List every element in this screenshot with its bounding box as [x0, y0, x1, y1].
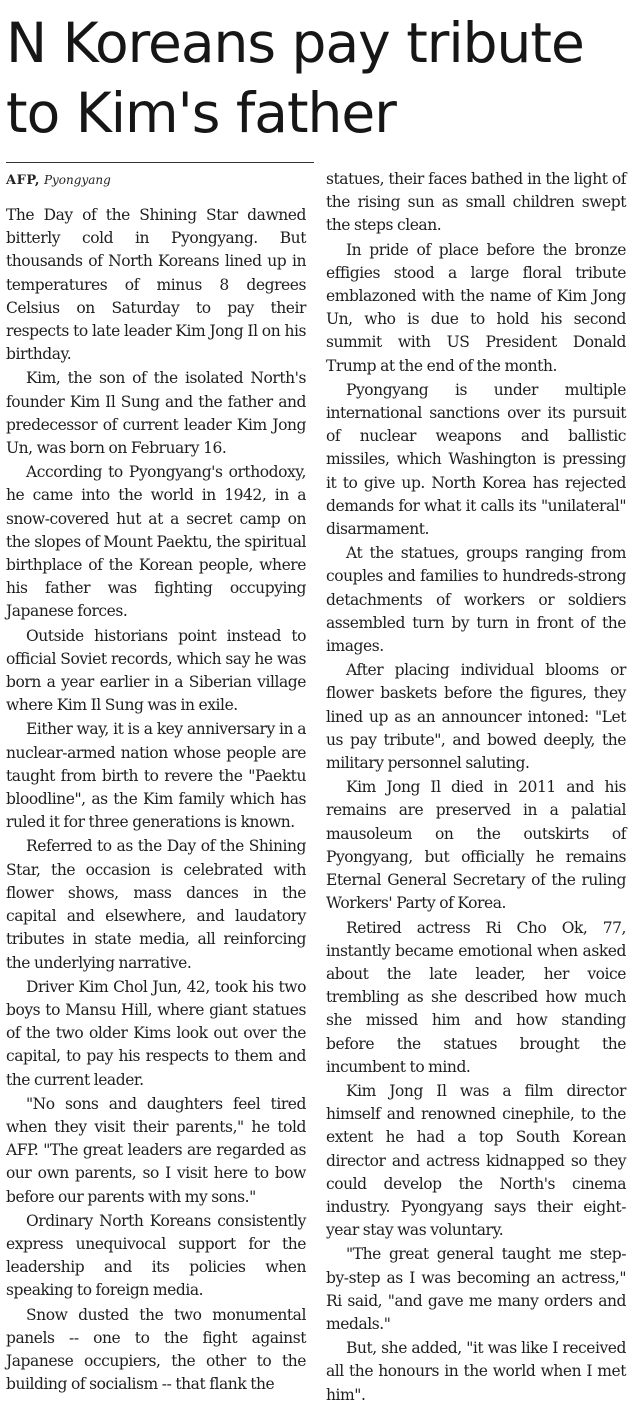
paragraph: Either way, it is a key anniversary in a nuclear-armed nation whose people are taught from birth to revere the "Paektu bloodline", as the Kim family which has ruled it for three generations is known.: [6, 720, 306, 832]
paragraph: According to Pyongyang's orthodoxy, he came into the world in 1942, in a snow-covered hut at a secret camp on the slopes of Mount Paektu, the spiritual birthplace of the Korean people, where his father was fighting occupying Japanese forces.: [6, 463, 306, 621]
paragraph: Ordinary North Koreans consistently express unequivocal support for the leadership and its policies when speaking to foreign media.: [6, 1211, 306, 1300]
paragraph: Retired actress Ri Cho Ok, 77, instantly became emotional when asked about the late leader, her voice trembling as she described how much she missed him and how standing before the statues brought the incumbent to mind.: [326, 918, 626, 1076]
paragraph: Kim Jong Il died in 2011 and his remains are preserved in a palatial mausoleum on the outskirts of Pyongyang, but officially he remains Eternal General Secretary of the ruling Workers' Party of Korea.: [326, 778, 626, 913]
paragraph: Driver Kim Chol Jun, 42, took his two boys to Mansu Hill, where giant statues of the two older Kims look out over the capital, to pay his respects to them and the current leader.: [6, 977, 306, 1089]
paragraph: The Day of the Shining Star dawned bitterly cold in Pyongyang. But thousands of North Koreans lined up in temperatures of minus 8 degrees Celsius on Saturday to pay their respects to late leader Kim Jong Il on his birthday.: [6, 206, 306, 364]
article-column-right: [326, 168, 626, 1404]
paragraph: Outside historians point instead to official Soviet records, which say he was born a year earlier in a Siberian village where Kim Il Sung was in exile.: [6, 626, 306, 715]
paragraph: Referred to as the Day of the Shining Star, the occasion is celebrated with flower shows, mass dances in the capital and elsewhere, and laudatory tributes in state media, all reinforcing the underlying narrative.: [6, 837, 306, 972]
paragraph: Kim Jong Il was a film director himself and renowned cinephile, to the extent he had a top South Korean director and actress kidnapped so they could develop the North's cinema industry. Pyongyang says their eight-year stay was voluntary.: [326, 1081, 626, 1240]
byline-dateline: Pyongyang: [43, 173, 111, 187]
byline: [6, 170, 314, 191]
byline-agency: AFP,: [6, 173, 40, 188]
paragraph: "No sons and daughters feel tired when they visit their parents," he told AFP. "The great leaders are regarded as our own parents, so I visit here to bow before our parents with my sons.": [6, 1094, 306, 1206]
byline-rule: [6, 162, 314, 163]
paragraph-continued: statues, their faces bathed in the light of the rising sun as small children swept the steps clean.: [326, 170, 626, 235]
paragraph: In pride of place before the bronze effigies stood a large floral tribute emblazoned with the name of Kim Jong Un, who is due to hold his second summit with US President Donald Trump at the end of the month.: [326, 240, 626, 375]
article-column-left: [6, 204, 306, 1394]
paragraph: After placing individual blooms or flower baskets before the figures, they lined up as an announcer intoned: "Let us pay tribute", and bowed deeply, the military personnel saluting.: [326, 661, 626, 773]
paragraph: "The great general taught me step-by-step as I was becoming an actress," Ri said, "and gave me many orders and medals.": [326, 1245, 626, 1333]
paragraph: But, she added, "it was like I received all the honours in the world when I met him".: [326, 1339, 626, 1404]
headline: N Koreans pay tribute to Kim's father: [6, 11, 584, 145]
paragraph: Snow dusted the two monumental panels -- one to the fight against Japanese occupiers, the other to the building of socialism -- that flank the: [6, 1305, 306, 1394]
paragraph: At the statues, groups ranging from couples and families to hundreds-strong detachments of workers or soldiers assembled turn by turn in front of the images.: [326, 544, 626, 656]
paragraph: Pyongyang is under multiple international sanctions over its pursuit of nuclear weapons and ballistic missiles, which Washington is pressing it to give up. North Korea has rejected demands for what it calls its "unilateral" disarmament.: [326, 380, 626, 539]
paragraph: Kim, the son of the isolated North's founder Kim Il Sung and the father and predecessor of current leader Kim Jong Un, was born on February 16.: [6, 369, 306, 458]
